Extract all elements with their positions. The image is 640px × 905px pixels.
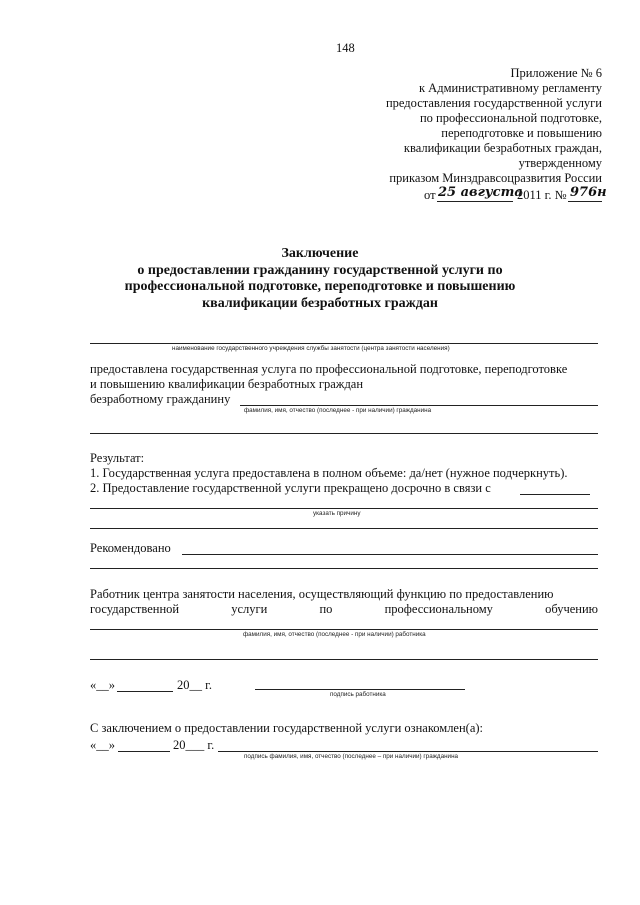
- page-number: 148: [336, 41, 355, 55]
- title-line: профессиональной подготовке, переподготовке и повышению: [124, 279, 516, 294]
- worker-text-line2: [90, 602, 598, 617]
- appendix-block: [302, 66, 602, 186]
- worker-date-month-line: [117, 691, 173, 692]
- worker-word: по: [319, 602, 333, 616]
- order-date-prefix: от: [424, 188, 436, 202]
- result-reason-inline-line: [520, 494, 590, 495]
- order-date-underline: [437, 201, 513, 202]
- worker-word: государственной: [90, 602, 180, 616]
- title-line: квалификации безработных граждан: [202, 295, 438, 311]
- worker-name-caption: фамилия, имя, отчество (последнее - при наличии) работника: [243, 631, 426, 638]
- worker-word: профессиональному: [384, 602, 493, 616]
- recommended-extra-line: [90, 568, 598, 569]
- worker-signature-caption: подпись работника: [330, 691, 386, 698]
- worker-word: обучению: [545, 602, 598, 616]
- reason-caption: указать причину: [313, 510, 361, 517]
- provided-text-line2: и повышению квалификации безработных граждан: [90, 377, 364, 391]
- citizen-name-line: [240, 405, 598, 406]
- title-line: Заключение: [281, 246, 359, 261]
- worker-signature-line: [255, 689, 465, 690]
- appendix-line: к Административному регламенту: [418, 81, 602, 95]
- appendix-line: по профессиональной подготовке,: [419, 111, 602, 125]
- institution-line: [90, 343, 598, 344]
- citizen-signature-line: [218, 751, 598, 752]
- citizen-name-caption: фамилия, имя, отчество (последнее - при наличии) гражданина: [244, 407, 432, 414]
- acquainted-text: С заключением о предоставлении государственной услуги ознакомлен(а):: [90, 721, 484, 735]
- citizen-signature-caption: подпись фамилия, имя, отчество (последнее – при наличии) гражданина: [244, 753, 459, 760]
- citizen-date-day: «__»: [90, 738, 115, 752]
- appendix-line: переподготовке и повышению: [441, 126, 602, 140]
- result-item-2: 2. Предоставление государственной услуги прекращено досрочно в связи с: [90, 481, 491, 495]
- order-year: 2011 г. №: [517, 188, 567, 202]
- citizen-label: безработному гражданину: [90, 392, 231, 406]
- provided-text-line1: предоставлена государственная услуга по профессиональной подготовке, переподготовке: [90, 362, 568, 376]
- appendix-line: предоставления государственной услуги: [385, 96, 602, 110]
- title-line: о предоставлении гражданину государственной услуги по: [137, 262, 503, 278]
- document-title: [60, 246, 580, 312]
- result-item-1: 1. Государственная услуга предоставлена в полном объеме: да/нет (нужное подчеркнуть).: [90, 466, 568, 480]
- citizen-extra-line: [90, 433, 598, 434]
- order-date-handwritten: 25 августа: [438, 185, 523, 200]
- appendix-line: квалификации безработных граждан,: [403, 141, 602, 155]
- order-number-underline: [568, 201, 602, 202]
- worker-date-day: «__»: [90, 678, 115, 692]
- recommended-label: Рекомендовано: [90, 541, 171, 555]
- appendix-line: утвержденному: [518, 156, 602, 170]
- result-label: Результат:: [90, 451, 145, 465]
- citizen-date-year: 20___ г.: [173, 738, 215, 752]
- reason-extra-line: [90, 528, 598, 529]
- worker-name-line: [90, 629, 598, 630]
- worker-extra-line: [90, 659, 598, 660]
- institution-caption: наименование государственного учреждения службы занятости (центра занятости населения): [172, 345, 450, 352]
- order-number-handwritten: 976н: [570, 185, 607, 200]
- reason-line: [90, 508, 598, 509]
- recommended-line: [182, 554, 598, 555]
- worker-date-year: 20__ г.: [177, 678, 212, 692]
- worker-word: услуги: [231, 602, 268, 616]
- appendix-line: приказом Минздравсоцразвития России: [389, 171, 602, 185]
- appendix-line: Приложение № 6: [510, 66, 602, 80]
- worker-text-line1: Работник центра занятости населения, осуществляющий функцию по предоставлению: [90, 587, 554, 601]
- citizen-date-month-line: [118, 751, 170, 752]
